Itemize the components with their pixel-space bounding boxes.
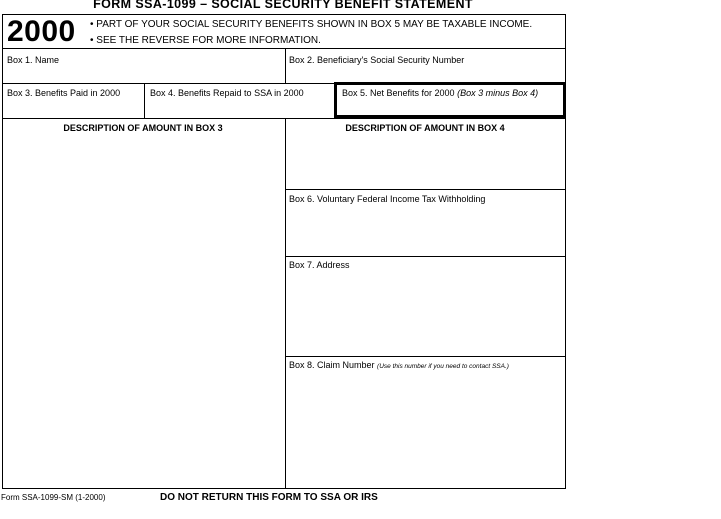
- box4-benefits-repaid-label: Box 4. Benefits Repaid to SSA in 2000: [150, 88, 304, 98]
- box8-claim-number: [289, 360, 509, 370]
- form-title: FORM SSA-1099 – SOCIAL SECURITY BENEFIT STATEMENT: [93, 0, 473, 11]
- note-taxable-income: • PART OF YOUR SOCIAL SECURITY BENEFITS SHOWN IN BOX 5 MAY BE TAXABLE INCOME.: [90, 19, 533, 30]
- do-not-return-warning: DO NOT RETURN THIS FORM TO SSA OR IRS: [160, 492, 378, 503]
- form-id: Form SSA-1099-SM (1-2000): [1, 493, 106, 502]
- desc-box3-header: DESCRIPTION OF AMOUNT IN BOX 3: [63, 123, 223, 133]
- box8-claim-number-label: Box 8. Claim Number: [289, 360, 375, 370]
- box5-note: (Box 3 minus Box 4): [457, 88, 539, 98]
- box1-name-label: Box 1. Name: [7, 55, 60, 65]
- box5-net-benefits: [334, 82, 566, 118]
- note-see-reverse: • SEE THE REVERSE FOR MORE INFORMATION.: [90, 35, 321, 46]
- box7-address-label: Box 7. Address: [289, 260, 350, 270]
- tax-year: 2000: [7, 15, 76, 48]
- box5-net-benefits-label: Box 5. Net Benefits for 2000: [342, 88, 455, 98]
- box6-withholding-label: Box 6. Voluntary Federal Income Tax Withholding: [289, 194, 486, 204]
- desc-box4-header: DESCRIPTION OF AMOUNT IN BOX 4: [345, 123, 505, 133]
- box8-note: (Use this number if you need to contact SSA.): [377, 363, 509, 370]
- box3-benefits-paid-label: Box 3. Benefits Paid in 2000: [7, 88, 121, 98]
- box2-ssn-label: Box 2. Beneficiary's Social Security Number: [289, 55, 465, 65]
